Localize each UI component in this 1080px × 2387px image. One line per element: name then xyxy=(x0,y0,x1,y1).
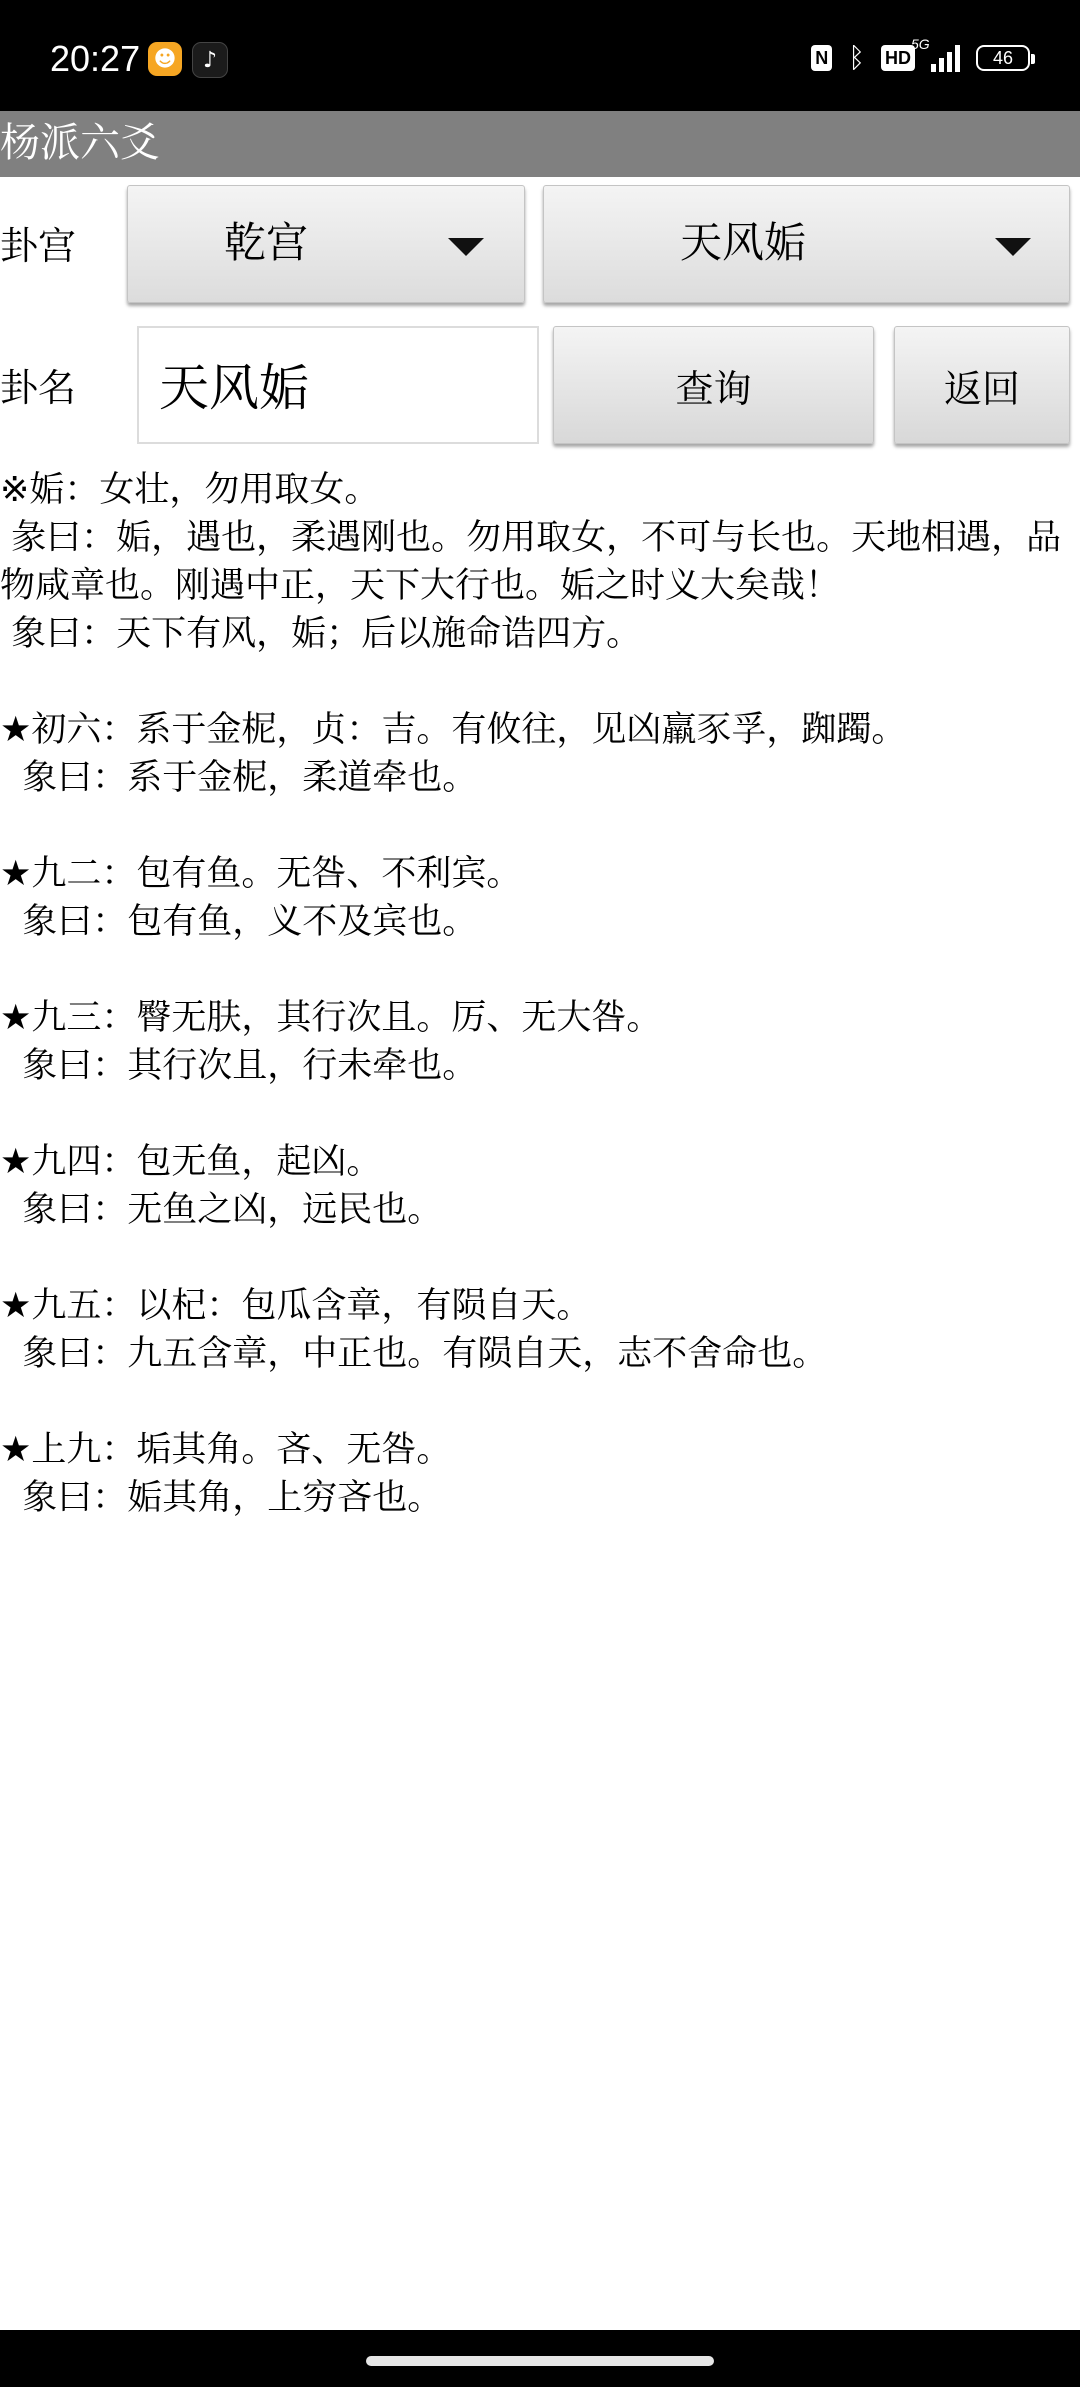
home-gesture-handle[interactable] xyxy=(366,2356,714,2366)
text-line: 象曰：九五含章，中正也。有陨自天，志不舍命也。 xyxy=(0,1334,828,1374)
text-line: ★九四：包无鱼，起凶。 xyxy=(0,1142,382,1182)
text-line: ★初六：系于金柅，贞：吉。有攸往，见凶羸豕孚，踟躅。 xyxy=(0,710,907,750)
hexagram-spinner[interactable] xyxy=(543,185,1070,303)
text-line: ★九五：以杞：包瓜含章，有陨自天。 xyxy=(0,1286,592,1326)
text-line: 象曰：系于金柅，柔道牵也。 xyxy=(0,758,478,798)
text-line: ★九三：臀无肤，其行次且。厉、无大咎。 xyxy=(0,998,662,1038)
hexagram-name-input[interactable] xyxy=(159,352,519,416)
network-type: 5G xyxy=(911,36,930,52)
name-label: 卦名 xyxy=(0,366,77,410)
back-button[interactable]: 返回 xyxy=(894,326,1070,444)
text-line: 象曰：天下有风，姤；后以施命诰四方。 xyxy=(0,614,642,654)
chevron-down-icon xyxy=(995,238,1031,256)
palace-spinner[interactable] xyxy=(127,185,525,303)
app-title-bar xyxy=(0,111,1080,177)
orange-app-icon: ☻ xyxy=(148,42,182,76)
app-title: 杨派六爻 xyxy=(0,120,160,166)
text-line: 彖曰：姤，遇也，柔遇刚也。勿用取女，不可与长也。天地相遇，品物咸章也。刚遇中正，天下大行也。姤之时义大矣哉！ xyxy=(0,518,1062,606)
chevron-down-icon xyxy=(448,238,484,256)
status-time: 20:27 xyxy=(50,38,141,79)
text-line: ※姤：女壮，勿用取女。 xyxy=(0,470,380,510)
status-icons xyxy=(811,36,1030,74)
hexagram-spinner-value: 天风姤 xyxy=(680,218,807,267)
battery-icon xyxy=(976,45,1030,71)
hexagram-text xyxy=(0,466,1080,1522)
text-line: 象曰：包有鱼，义不及宾也。 xyxy=(0,902,478,942)
nfc-icon: N xyxy=(811,45,832,71)
battery-level: 46 xyxy=(992,47,1014,68)
query-button[interactable]: 查询 xyxy=(553,326,874,444)
text-line: 象曰：其行次且，行未牵也。 xyxy=(0,1046,478,1086)
status-bar xyxy=(0,0,1080,111)
text-line xyxy=(0,658,1080,706)
text-line xyxy=(0,946,1080,994)
text-line xyxy=(0,1378,1080,1426)
hd-icon: HD xyxy=(881,45,915,71)
hexagram-name-field[interactable] xyxy=(137,326,539,444)
navigation-bar xyxy=(0,2330,1080,2387)
palace-label: 卦宫 xyxy=(0,224,77,268)
bluetooth-icon: ᛒ xyxy=(848,41,865,74)
text-line: 象曰：姤其角，上穷吝也。 xyxy=(0,1478,443,1518)
text-line xyxy=(0,1234,1080,1282)
text-line xyxy=(0,802,1080,850)
text-line: 象曰：无鱼之凶，远民也。 xyxy=(0,1190,443,1230)
text-line: ★上九：垢其角。吝、无咎。 xyxy=(0,1430,452,1470)
palace-spinner-value: 乾宫 xyxy=(224,218,309,267)
tiktok-icon: ♪ xyxy=(192,42,228,78)
signal-icon xyxy=(911,36,960,72)
text-line xyxy=(0,1090,1080,1138)
text-line: ★九二：包有鱼。无咎、不利宾。 xyxy=(0,854,522,894)
